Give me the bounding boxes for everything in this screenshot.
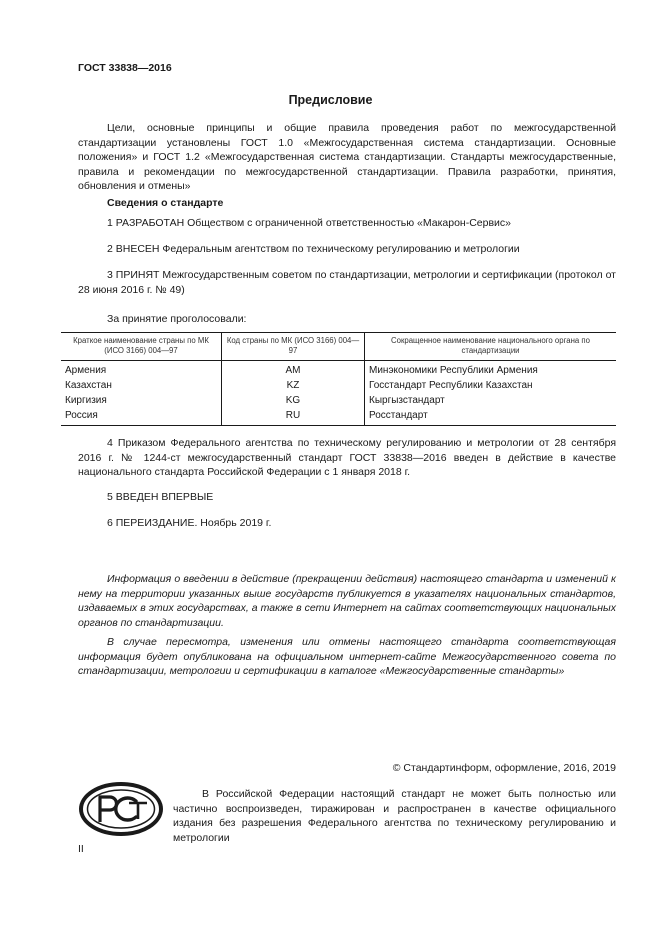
code-cell: KZ — [222, 378, 365, 393]
table-row — [61, 378, 616, 393]
page-number: II — [78, 843, 84, 855]
voted-label: За принятие проголосовали: — [107, 313, 247, 325]
table-row — [61, 361, 616, 379]
copyright-notice: В Российской Федерации настоящий стандарт не может быть полностью или частично воспроизведен, тиражирован и распространен в качестве официального издания без разрешения Федерального агентства по техническому регулированию и метрологии — [173, 788, 616, 844]
section-heading: Сведения о стандарте — [107, 197, 224, 209]
item-6: 6 ПЕРЕИЗДАНИЕ. Ноябрь 2019 г. — [107, 517, 272, 529]
code-cell: AM — [222, 361, 365, 379]
preface-intro: Цели, основные принципы и общие правила проведения работ по межгосударственной стандартизации установлены ГОСТ 1.0 «Межгосударственная система стандартизации. Основные положения» и ГОСТ 1.2 «Межгосударственная система стандартизации. Стандарты межгосударственные, правила и рекомендации по межгосударственной стандартизации. Правила разработки, принятия, обновления и отмены» — [78, 122, 616, 193]
country-cell: Россия — [61, 408, 222, 426]
body-cell: Росстандарт — [365, 408, 617, 426]
country-cell: Армения — [65, 365, 107, 376]
item-2: 2 ВНЕСЕН Федеральным агентством по техническому регулированию и метрологии — [107, 243, 520, 255]
country-cell: Киргизия — [65, 395, 107, 406]
votes-table — [61, 332, 616, 426]
country-cell: Казахстан — [65, 380, 112, 391]
body-cell: Минэкономики Республики Армения — [365, 361, 617, 379]
item-5: 5 ВВЕДЕН ВПЕРВЫЕ — [107, 491, 214, 503]
item-3: 3 ПРИНЯТ Межгосударственным советом по стандартизации, метрологии и сертификации (протокол от 28 июня 2016 г. № 49) — [78, 269, 616, 296]
item-4: 4 Приказом Федерального агентства по техническому регулированию и метрологии от 28 сентября 2016 г. № 1244-ст межгосударственный стандарт ГОСТ 33838—2016 введен в действие в качестве национального стандарта Российской Федерации с 1 января 2018 г. — [78, 437, 616, 479]
item-1: 1 РАЗРАБОТАН Обществом с ограниченной ответственностью «Макарон-Сервис» — [107, 217, 511, 229]
header-country: Краткое наименование страны по МК (ИСО 3166) 004—97 — [61, 333, 222, 361]
copyright: © Стандартинформ, оформление, 2016, 2019 — [392, 762, 616, 774]
header-body: Сокращенное наименование национального органа по стандартизации — [365, 333, 617, 361]
code-cell: RU — [222, 408, 365, 426]
table-header-row — [61, 333, 616, 361]
body-cell: Кыргызстандарт — [365, 393, 617, 408]
table-row — [61, 393, 616, 408]
table-row — [61, 408, 616, 426]
body-cell: Госстандарт Республики Казахстан — [365, 378, 617, 393]
code-cell: KG — [222, 393, 365, 408]
document-id: ГОСТ 33838—2016 — [78, 62, 172, 74]
rst-logo — [78, 781, 164, 842]
info-paragraph-2: В случае пересмотра, изменения или отмены настоящего стандарта соответствующая информация будет опубликована на официальном интернет-сайте Межгосударственного совета по стандартизации, метрологии и сертификации в каталоге «Межгосударственные стандарты» — [78, 636, 616, 678]
page-title: Предисловие — [288, 93, 373, 107]
header-code: Код страны по МК (ИСО 3166) 004—97 — [222, 333, 365, 361]
info-paragraph-1: Информация о введении в действие (прекращении действия) настоящего стандарта и изменений к нему на территории указанных выше государств публикуется в указателях национальных стандартов, издаваемых в этих государствах, а также в сети Интернет на сайтах соответствующих национальных органов по стандартизации. — [78, 573, 616, 629]
